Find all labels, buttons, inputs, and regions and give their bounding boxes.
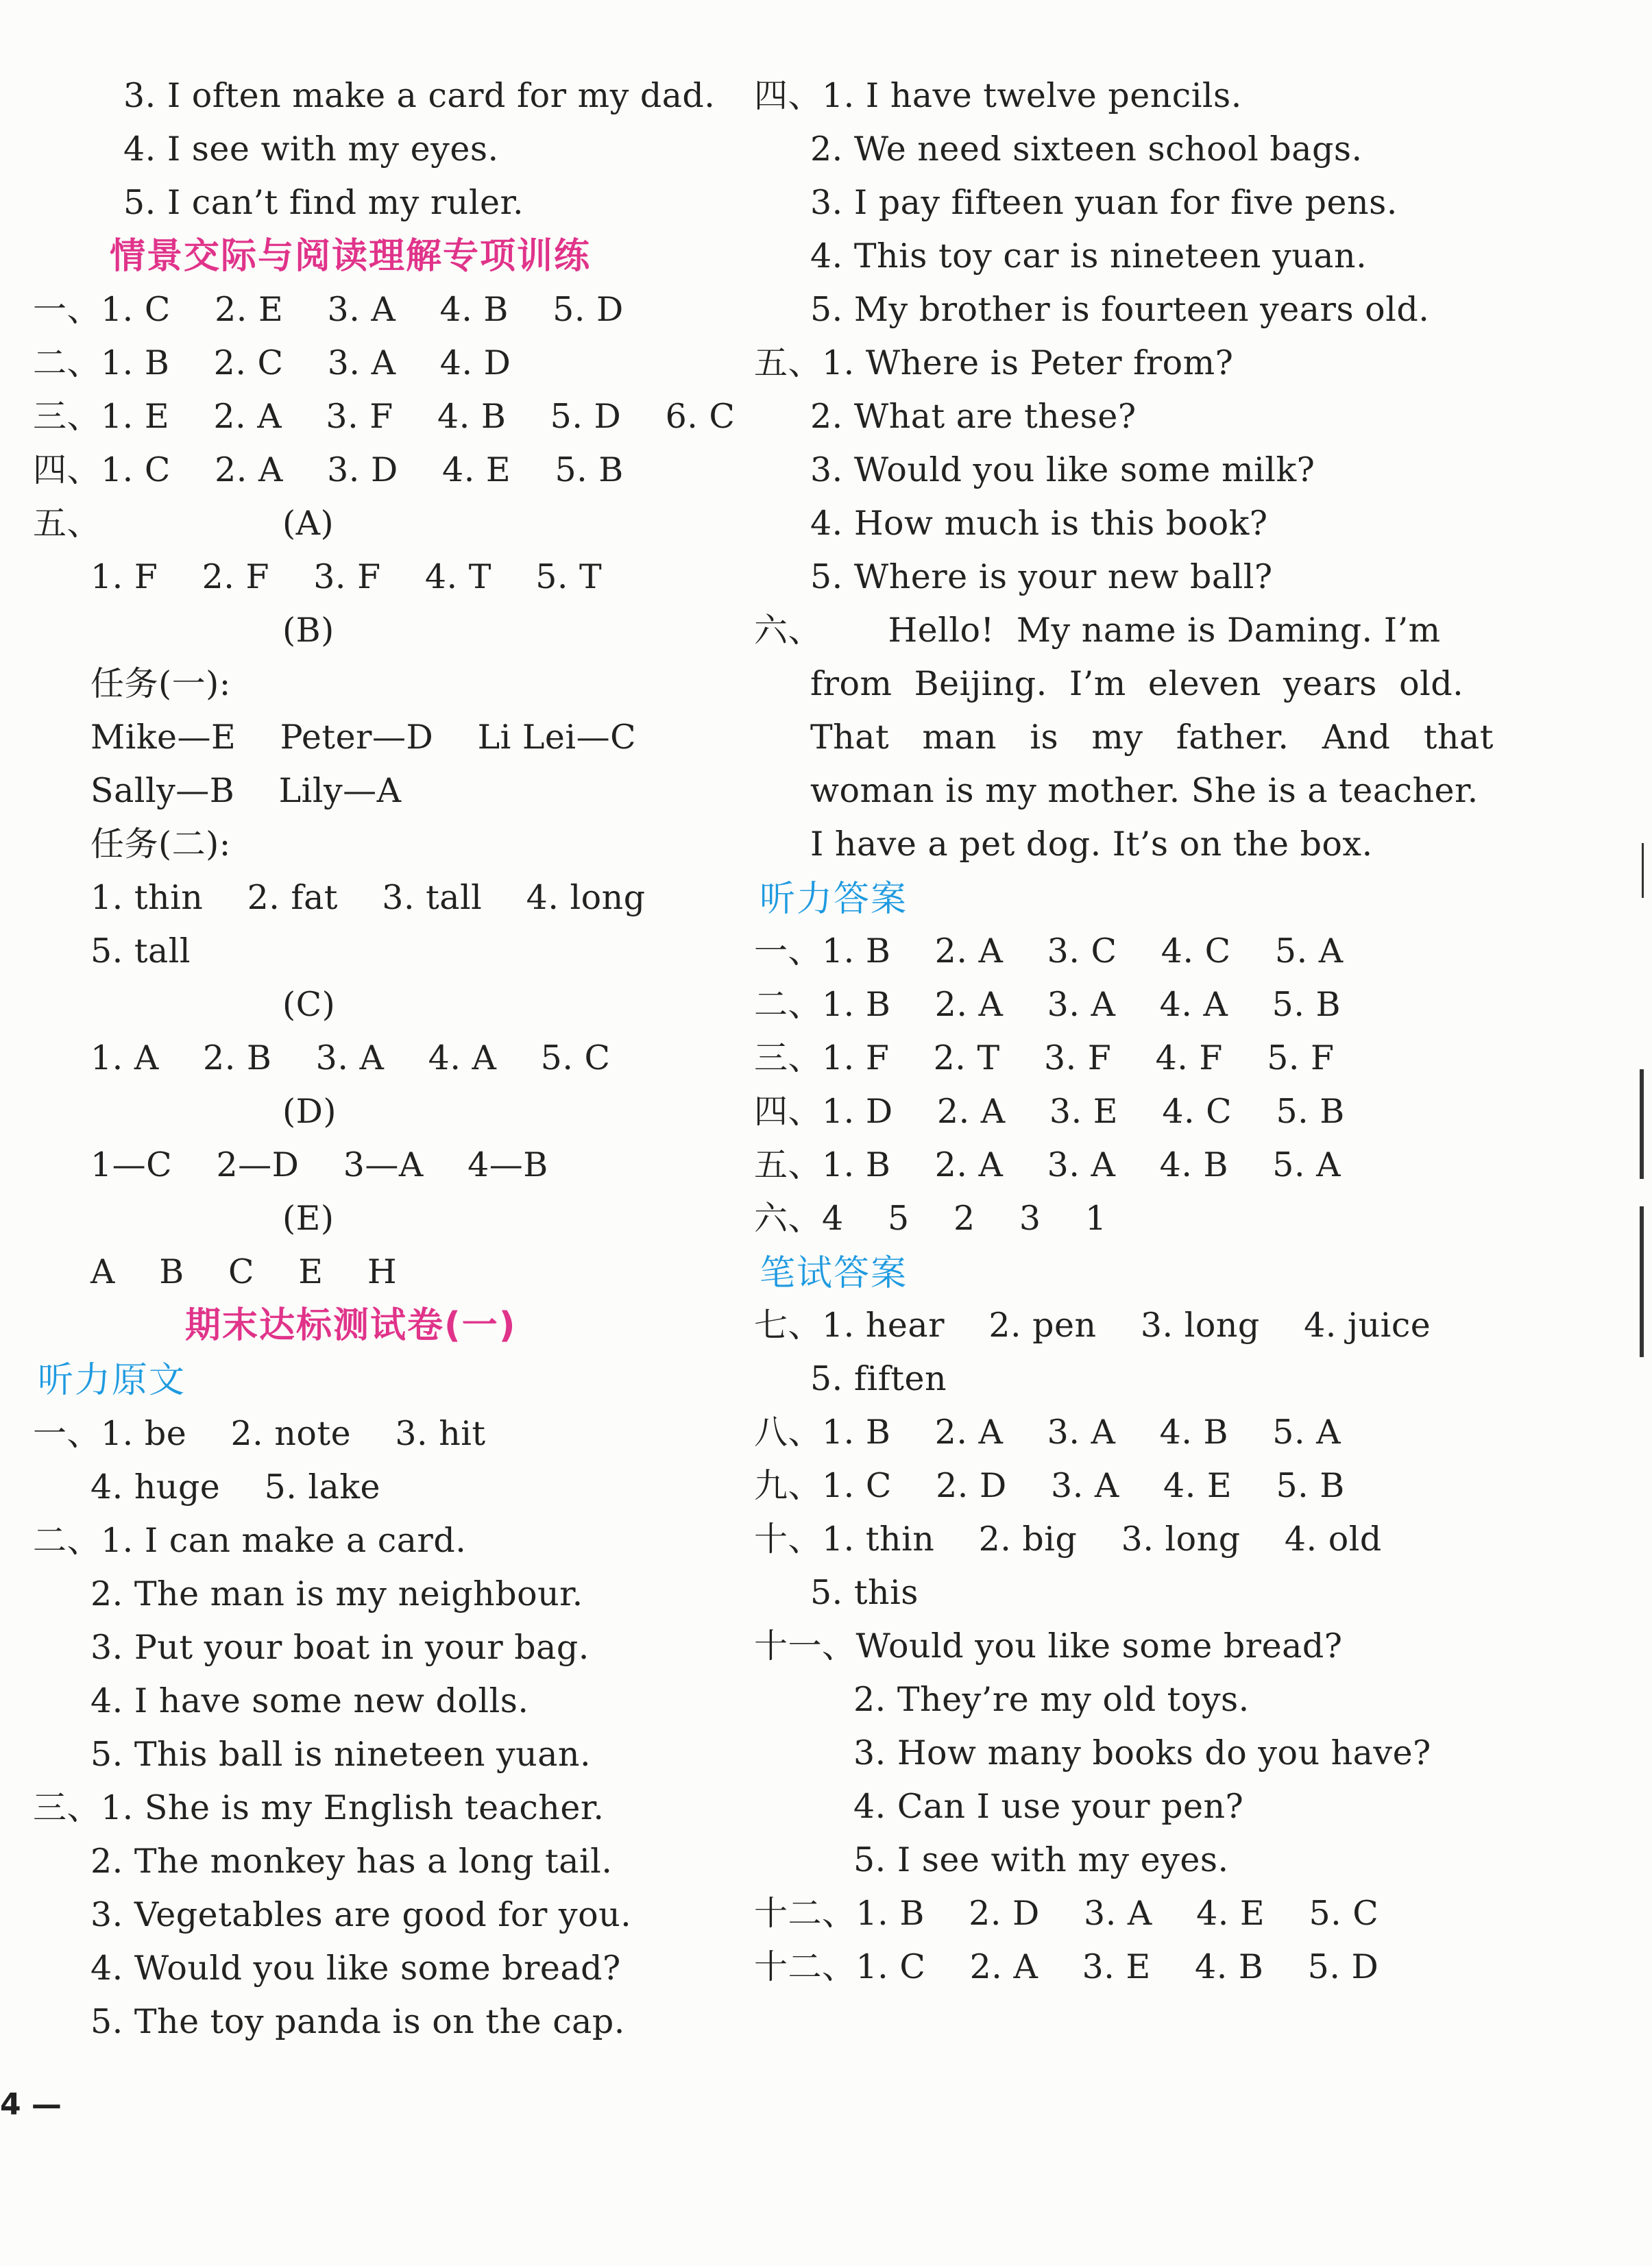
answer-line: 四、1. D 2. A 3. E 4. C 5. B (754, 1092, 1345, 1131)
answer-line: 5. I can’t find my ruler. (123, 183, 524, 222)
answer-line: 5. tall (90, 931, 191, 971)
answer-line: (A) (282, 504, 335, 543)
answer-line: I have a pet dog. It’s on the box. (810, 825, 1373, 864)
answer-line: 六、 Hello! My name is Daming. I’m (754, 611, 1441, 650)
answer-line: 2. The man is my neighbour. (90, 1574, 583, 1613)
answer-line: 任务(一): (90, 664, 231, 703)
page-number: 4 — (0, 2087, 62, 2122)
answer-line: 一、1. be 2. note 3. hit (33, 1414, 486, 1453)
answer-line: 4. This toy car is nineteen yuan. (810, 236, 1368, 276)
answer-line: 一、1. B 2. A 3. C 4. C 5. A (754, 931, 1344, 971)
answer-line: 九、1. C 2. D 3. A 4. E 5. B (754, 1466, 1345, 1505)
answer-line: 2. What are these? (810, 397, 1137, 436)
answer-line: (C) (282, 985, 336, 1024)
answer-line: 4. Would you like some bread? (90, 1949, 621, 1988)
answer-line: 3. Would you like some milk? (810, 450, 1315, 489)
answer-line: 七、1. hear 2. pen 3. long 4. juice (754, 1306, 1431, 1345)
answer-line: A B C E H (90, 1252, 398, 1291)
answer-line: 五、1. Where is Peter from? (754, 343, 1234, 382)
answer-line: 3. I often make a card for my dad. (123, 76, 716, 115)
answer-line: 1. A 2. B 3. A 4. A 5. C (90, 1038, 611, 1077)
answer-line: 4. I have some new dolls. (90, 1681, 529, 1720)
section-heading: 情景交际与阅读理解专项训练 (110, 236, 592, 277)
answer-line: 一、1. C 2. E 3. A 4. B 5. D (33, 290, 624, 329)
answer-line: 三、1. She is my English teacher. (33, 1788, 605, 1827)
answer-line: 二、1. B 2. C 3. A 4. D (33, 343, 511, 382)
answer-line: 六、4 5 2 3 1 (754, 1199, 1107, 1238)
answer-line: 十二、1. C 2. A 3. E 4. B 5. D (754, 1947, 1379, 1986)
answer-line: 十、1. thin 2. big 3. long 4. old (754, 1520, 1382, 1559)
answer-line: 二、1. B 2. A 3. A 4. A 5. B (754, 985, 1341, 1024)
answer-line: 2. The monkey has a long tail. (90, 1842, 613, 1881)
answer-line: (B) (282, 611, 335, 650)
answer-line: 任务(二): (90, 825, 231, 864)
section-heading: 期末达标测试卷(一) (185, 1305, 517, 1346)
answer-line: 4. How much is this book? (810, 504, 1268, 543)
answer-line: 5. this (810, 1573, 919, 1612)
answer-line: 五、1. B 2. A 3. A 4. B 5. A (754, 1145, 1341, 1184)
answer-line: 3. How many books do you have? (853, 1733, 1431, 1772)
scan-edge-mark (1640, 1069, 1644, 1179)
answer-line: 五、 (33, 504, 101, 543)
answer-line: 4. huge 5. lake (90, 1467, 381, 1507)
answer-line: That man is my father. And that (810, 718, 1494, 757)
answer-line: 5. Where is your new ball? (810, 557, 1273, 596)
answer-line: 1. F 2. F 3. F 4. T 5. T (90, 557, 603, 596)
answer-line: 三、1. F 2. T 3. F 4. F 5. F (754, 1038, 1335, 1077)
answer-line: 3. Vegetables are good for you. (90, 1895, 632, 1934)
answer-line: 三、1. E 2. A 3. F 4. B 5. D 6. C (33, 397, 736, 436)
answer-line: 2. They’re my old toys. (853, 1680, 1250, 1719)
answer-line: from Beijing. I’m eleven years old. (810, 664, 1464, 703)
scan-edge-mark (1640, 1206, 1644, 1357)
answer-line: 十二、1. B 2. D 3. A 4. E 5. C (754, 1894, 1379, 1933)
answer-line: woman is my mother. She is a teacher. (810, 771, 1479, 810)
answer-line: 四、1. C 2. A 3. D 4. E 5. B (33, 450, 624, 489)
answer-line: 八、1. B 2. A 3. A 4. B 5. A (754, 1413, 1341, 1452)
answer-line: 1—C 2—D 3—A 4—B (90, 1145, 548, 1184)
answer-line: Sally—B Lily—A (90, 771, 402, 810)
answer-line: 十一、Would you like some bread? (754, 1627, 1343, 1666)
subsection-heading: 听力原文 (38, 1360, 186, 1401)
answer-line: 1. thin 2. fat 3. tall 4. long (90, 878, 646, 917)
answer-line: 5. The toy panda is on the cap. (90, 2002, 625, 2041)
subsection-heading: 笔试答案 (760, 1253, 908, 1294)
answer-line: 5. This ball is nineteen yuan. (90, 1735, 592, 1774)
answer-line: 3. I pay fifteen yuan for five pens. (810, 183, 1398, 222)
answer-line: 四、1. I have twelve pencils. (754, 76, 1242, 115)
answer-line: 5. fiften (810, 1359, 947, 1398)
answer-line: Mike—E Peter—D Li Lei—C (90, 718, 637, 757)
answer-line: 4. I see with my eyes. (123, 130, 499, 169)
answer-line: (D) (282, 1092, 337, 1131)
answer-line: 5. My brother is fourteen years old. (810, 290, 1430, 329)
answer-line: 3. Put your boat in your bag. (90, 1628, 590, 1667)
answer-line: 2. We need sixteen school bags. (810, 130, 1363, 169)
answer-line: 二、1. I can make a card. (33, 1521, 467, 1560)
answer-line: 5. I see with my eyes. (853, 1840, 1229, 1879)
answer-line: 4. Can I use your pen? (853, 1787, 1244, 1826)
subsection-heading: 听力答案 (760, 879, 908, 920)
scan-edge-mark (1642, 843, 1644, 898)
answer-line: (E) (282, 1199, 335, 1238)
